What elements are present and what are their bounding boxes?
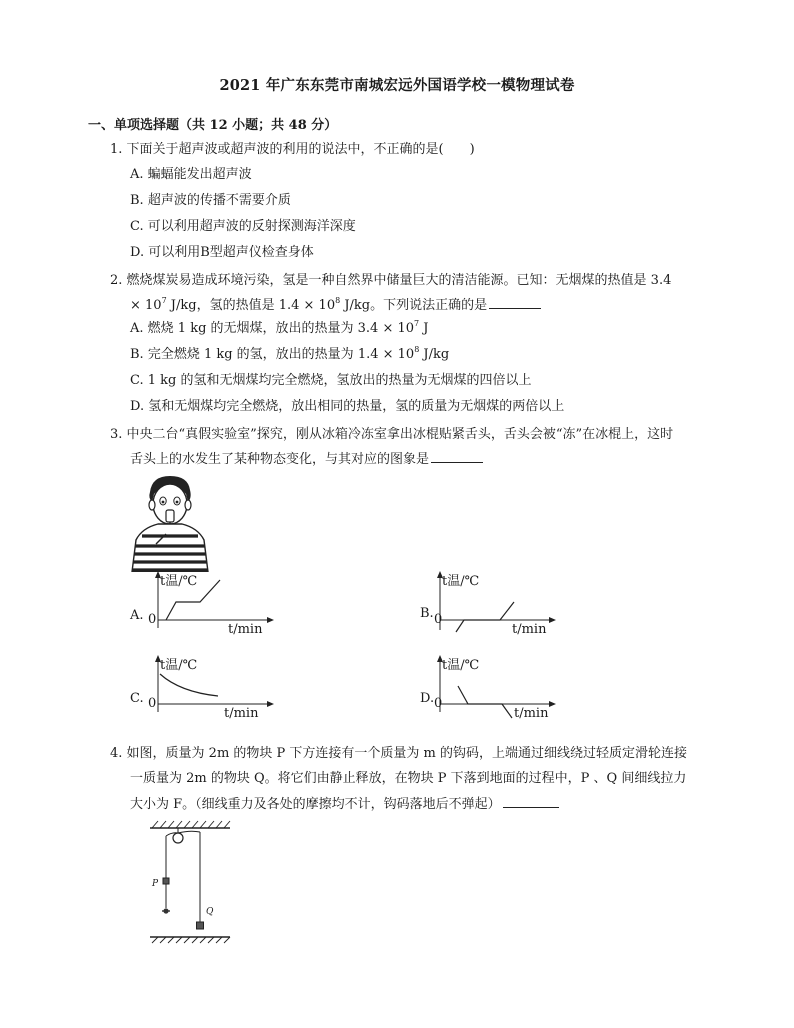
answer-blank[interactable] xyxy=(489,296,541,309)
x-axis-label: t/min xyxy=(228,622,263,637)
q2-stem-part: × 10 xyxy=(130,298,162,313)
q1-option-a: A. 蝙蝠能发出超声波 xyxy=(130,167,252,182)
q3-stem-line2 xyxy=(130,450,483,469)
x-axis-label: t/min xyxy=(514,706,549,721)
y-axis-label: t温/℃ xyxy=(442,574,480,589)
origin-label: 0 xyxy=(434,696,443,711)
q2-option-c: C. 1 kg 的氢和无烟煤均完全燃烧，氢放出的热量为无烟煤的四倍以上 xyxy=(130,373,532,388)
q2-option-a-text: A. 燃烧 1 kg 的无烟煤，放出的热量为 3.4 × 10 xyxy=(130,321,415,336)
q2-stem-line2 xyxy=(130,296,541,315)
q1-stem: 1. 下面关于超声波或超声波的利用的说法中，不正确的是( ) xyxy=(110,142,475,157)
y-axis-label: t温/℃ xyxy=(160,574,198,589)
q1-option-c: C. 可以利用超声波的反射探测海洋深度 xyxy=(130,219,356,234)
x-axis-label: t/min xyxy=(224,706,259,721)
option-c-label: C. xyxy=(130,691,144,706)
q1-option-d: D. 可以利用B型超声仪检查身体 xyxy=(130,245,314,260)
q2-option-a-unit: J xyxy=(419,321,429,336)
q4-stem-text: 大小为 F。（细线重力及各处的摩擦均不计，钩码落地后不弹起） xyxy=(130,797,501,812)
q2-option-b xyxy=(130,346,449,364)
q2-exponent: 8 xyxy=(414,344,420,354)
q2-option-a xyxy=(130,320,428,338)
q2-option-b-text: B. 完全燃烧 1 kg 的氢，放出的热量为 1.4 × 10 xyxy=(130,347,415,362)
q4-stem-line2: 一质量为 2m 的物块 Q。将它们由静止释放，在物块 P 下落到地面的过程中，P 、Q 间细线拉力 xyxy=(130,771,687,786)
q2-stem-part: J/kg。下列说法正确的是 xyxy=(340,298,488,313)
label-p: P xyxy=(152,879,159,889)
option-b-label: B. xyxy=(420,606,434,621)
q3-stem-line1: 3. 中央二台“真假实验室”探究，刚从冰箱冷冻室拿出冰棍贴紧舌头，舌头会被“冻”在冰棍上，这时 xyxy=(110,427,674,442)
origin-label: 0 xyxy=(434,612,443,627)
q3-stem-text: 舌头上的水发生了某种物态变化，与其对应的图象是 xyxy=(130,452,430,467)
q2-exponent: 7 xyxy=(161,295,167,305)
option-a-label: A. xyxy=(130,608,144,623)
label-q: Q xyxy=(206,907,214,917)
q2-option-b-unit: J/kg xyxy=(419,347,450,362)
q4-stem-line3 xyxy=(130,795,559,814)
q2-exponent: 7 xyxy=(414,318,420,328)
option-d-label: D. xyxy=(420,691,435,706)
person-popsicle-illustration xyxy=(120,472,220,572)
pulley-diagram xyxy=(144,818,240,944)
q2-exponent: 8 xyxy=(335,295,341,305)
origin-label: 0 xyxy=(148,612,157,627)
q2-option-d: D. 氢和无烟煤均完全燃烧，放出相同的热量，氢的质量为无烟煤的两倍以上 xyxy=(130,399,565,414)
answer-blank[interactable] xyxy=(503,795,559,808)
y-axis-label: t温/℃ xyxy=(442,658,480,673)
answer-blank[interactable] xyxy=(431,450,483,463)
q4-stem-line1: 4. 如图，质量为 2m 的物块 P 下方连接有一个质量为 m 的钩码，上端通过细线绕过轻质定滑轮连接 xyxy=(110,746,688,761)
page-title: 2021 年广东东莞市南城宏远外国语学校一模物理试卷 xyxy=(219,77,575,94)
y-axis-label: t温/℃ xyxy=(160,658,198,673)
q2-stem-line1: 2. 燃烧煤炭易造成环境污染，氢是一种自然界中储量巨大的清洁能源。已知：无烟煤的热值是 3.4 xyxy=(110,273,672,288)
q1-option-b: B. 超声波的传播不需要介质 xyxy=(130,193,291,208)
origin-label: 0 xyxy=(148,696,157,711)
section-heading: 一、单项选择题（共 12 小题；共 48 分） xyxy=(88,118,338,133)
x-axis-label: t/min xyxy=(512,622,547,637)
q2-stem-part: J/kg，氢的热值是 1.4 × 10 xyxy=(166,298,336,313)
